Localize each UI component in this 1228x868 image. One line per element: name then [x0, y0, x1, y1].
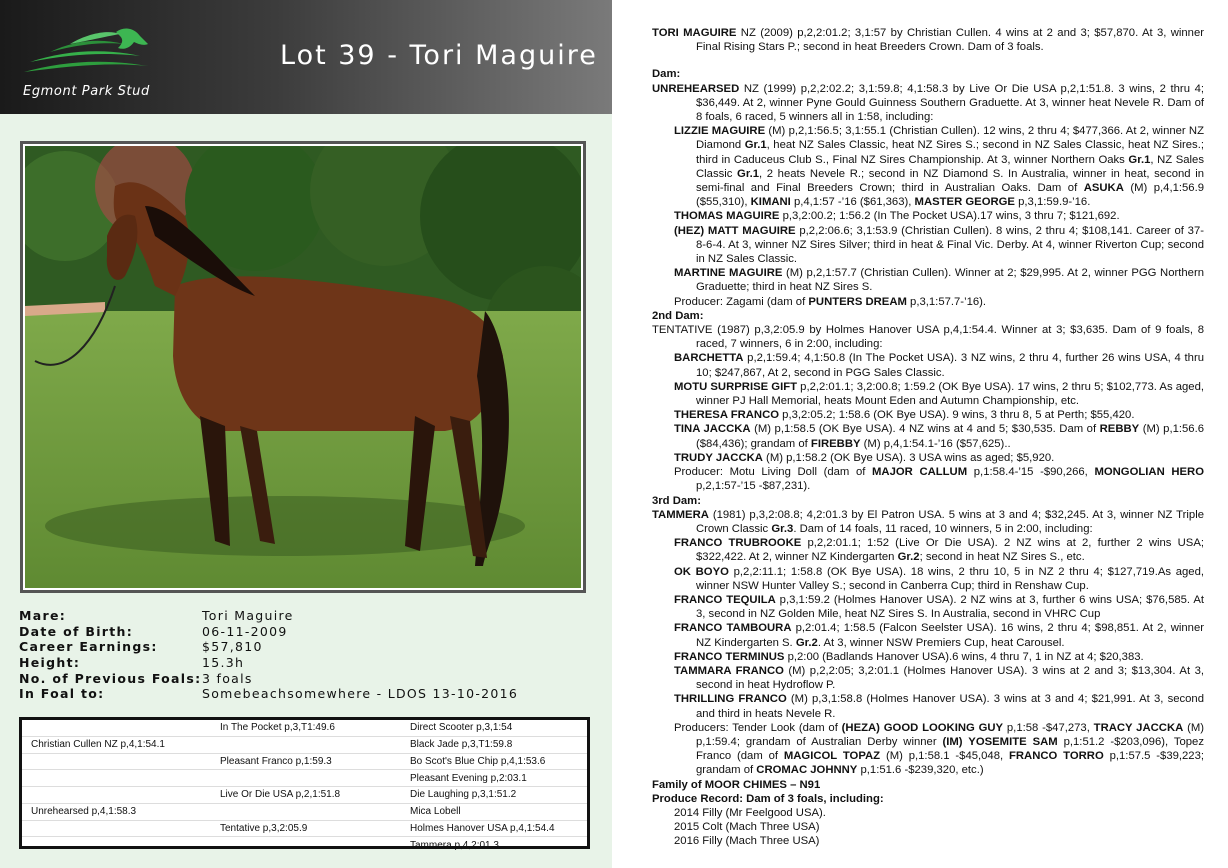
bold-text: Gr.2: [897, 551, 920, 564]
bold-text: TRACY JACCKA: [1093, 721, 1184, 734]
pedigree-cell: Direct Scooter p,3,1:54: [401, 720, 587, 736]
catalogue-paragraph: [652, 209, 1204, 223]
bold-text: TAMMERA: [652, 508, 709, 521]
text-run: p,3,1:57.7-’16).: [906, 295, 987, 308]
bold-text: BARCHETTA: [674, 352, 744, 365]
catalogue-paragraph: [652, 565, 1204, 593]
bold-text: (HEZ) MATT MAGUIRE: [674, 224, 796, 237]
pedigree-row: [22, 753, 587, 770]
text-run: NZ (2009) p,2,2:01.2; 3,1:57 by Christian Cullen. 4 wins at 2 and 3; $57,870. At 3, winner Final Rising Stars P.; second in heat Breeders Crown. Dam of 3 foals.: [696, 27, 1204, 54]
bold-text: MARTINE MAGUIRE: [674, 267, 783, 280]
catalogue-paragraph: [652, 451, 1204, 465]
text-run: , NZ Sales Classic: [696, 153, 1204, 180]
detail-label: Career Earnings:: [19, 639, 158, 655]
bold-text: PUNTERS DREAM: [808, 295, 907, 308]
catalogue-paragraph: [652, 664, 1204, 692]
detail-row: [19, 608, 599, 624]
bold-text: Dam:: [652, 68, 681, 81]
text-run: (M) p,2,1:56.5; 3,1:55.1 (Christian Cullen). 12 wins, 2 thru 4; $477,366. At 2, winner NZ Diamond: [696, 125, 1204, 152]
pedigree-cell: [22, 720, 211, 736]
catalogue-paragraph: [652, 295, 1204, 309]
catalogue-paragraph: [652, 408, 1204, 422]
text-run: . At 3, winner NSW Premiers Cup, heat Carousel.: [817, 636, 1065, 649]
bold-text: 3rd Dam:: [652, 494, 701, 507]
bold-text: ASUKA: [1083, 182, 1124, 195]
horse-photo: [20, 141, 586, 593]
mare-details: [19, 608, 599, 702]
horse-photo-image: [25, 146, 581, 588]
text-run: (M) p,1:58.2 (OK Bye USA). 3 USA wins as aged; $5,920.: [762, 451, 1055, 464]
text-run: 2016 Filly (Mach Three USA): [674, 835, 820, 848]
bold-text: Gr.1: [1128, 153, 1151, 166]
catalogue-paragraph: [652, 650, 1204, 664]
pedigree-cell: [211, 837, 401, 853]
text-run: p,1:51.2 -$203,096), Topez Franco (dam of: [696, 735, 1204, 763]
catalogue-paragraph: [652, 692, 1204, 720]
text-run: . Dam of 14 foals, 11 raced, 10 winners, 5 in 2:00, including:: [793, 522, 1093, 535]
bold-text: 2nd Dam:: [652, 309, 704, 322]
catalogue-paragraph: [652, 380, 1204, 408]
bold-text: FIREBBY: [810, 437, 861, 450]
detail-label: Date of Birth:: [19, 623, 134, 639]
bold-text: TRUDY JACCKA: [674, 451, 763, 464]
bold-text: MASTER GEORGE: [914, 196, 1015, 209]
text-run: (M) p,1:58.1 -$45,048,: [880, 750, 1009, 763]
detail-row: [19, 670, 599, 686]
bold-text: UNREHEARSED: [652, 82, 740, 95]
section-heading: [652, 67, 1204, 81]
catalogue-paragraph: [652, 124, 1204, 209]
bold-text: FRANCO TORRO: [1008, 750, 1104, 763]
text-run: ; second in heat NZ Sires S., etc.: [919, 551, 1085, 564]
text-run: p,1:57.5 -$39,223; grandam of: [696, 750, 1205, 777]
pedigree-cell: [22, 770, 211, 787]
catalogue-paragraph: [652, 26, 1204, 54]
text-run: p,2,2:06.6; 3,1:53.9 (Christian Cullen). 8 wins, 2 thru 4; $108,141. Career of 37-8-6-4. At 3, winner NZ Sires Silver; third in heat & Final Vic. Derby. At 4, winner Riverton Cup; second in NZ Sales Classic.: [696, 224, 1205, 266]
section-heading: [652, 778, 1204, 792]
text-run: (1981) p,3,2:08.8; 4,2:01.3 by El Patron USA. 5 wins at 3 and 4; $32,245. At 3, winner NZ Triple Crown Classic: [696, 508, 1204, 535]
pedigree-cell: Tentative p,3,2:05.9: [211, 820, 401, 837]
text-run: p,1:58 -$47,273,: [1003, 721, 1094, 734]
detail-label: Height:: [19, 655, 81, 671]
catalogue-paragraph: [652, 593, 1204, 621]
text-run: p,2,2:11.1; 1:58.8 (OK Bye USA). 18 wins, 2 thru 10, 5 in NZ 2 thru 4; $127,719.As aged, winner NSW Hunter Valley S.; second in Canberra Cup; third in Renshaw Cup.: [696, 565, 1204, 592]
detail-value: 3 foals: [202, 670, 253, 686]
pedigree-cell: Mica Lobell: [401, 803, 587, 820]
bold-text: TAMMARA FRANCO: [674, 664, 784, 677]
detail-value: $57,810: [202, 639, 263, 655]
bold-text: FRANCO TERMINUS: [674, 650, 785, 663]
catalogue-paragraph: [652, 422, 1204, 450]
bold-text: LIZZIE MAGUIRE: [674, 125, 766, 138]
catalogue-paragraph: [652, 266, 1204, 294]
pedigree-cell: [22, 820, 211, 837]
text-run: p,2,1:57-’15 -$87,231).: [696, 480, 811, 493]
text-run: p,3,2:00.2; 1:56.2 (In The Pocket USA).17 wins, 3 thru 7; $121,692.: [779, 210, 1120, 223]
bold-text: Produce Record: Dam of 3 foals, including:: [652, 792, 884, 805]
pedigree-cell: Tammera p,4,2:01.3: [410, 839, 499, 851]
catalogue-paragraph: [652, 536, 1204, 564]
catalogue-paragraph: [652, 820, 1204, 834]
pedigree-row: [22, 803, 587, 820]
bold-text: MONGOLIAN HERO: [1094, 466, 1204, 479]
bold-text: FRANCO TRUBROOKE: [674, 537, 802, 550]
header-bar: [0, 0, 612, 114]
text-run: , heat NZ Sales Classic, heat NZ Sires S.; second in NZ Sales Classic, heat NZ Sires.; third in Caduceus Club S., Final NZ Sires Championship. At 3, winner Northern Oaks: [696, 139, 1204, 166]
pedigree-cell: [22, 787, 211, 804]
pedigree-cell: In The Pocket p,3,T1:49.6: [211, 720, 401, 736]
detail-value: Tori Maguire: [202, 608, 294, 624]
lot-title: Lot 39 - Tori Maguire: [280, 40, 598, 71]
bold-text: TORI MAGUIRE: [652, 27, 737, 39]
pedigree-cell: Black Jade p,3,T1:59.8: [401, 736, 587, 753]
pedigree-cell: Pleasant Franco p,1:59.3: [211, 753, 401, 770]
bold-text: Gr.3: [771, 522, 794, 535]
pedigree-cell: [22, 753, 211, 770]
text-run: (M) p,3,1:58.8 (Holmes Hanover USA). 3 wins at 3 and 4; $21,991. At 3, second and third in heats Nevele R.: [696, 693, 1204, 720]
pedigree-table: [19, 717, 590, 849]
catalogue-paragraph: [652, 834, 1204, 848]
catalogue-paragraph: [652, 323, 1204, 351]
text-run: p,4,1:57 -’16 ($61,363),: [790, 196, 915, 209]
pedigree-cell: Live Or Die USA p,2,1:51.8: [211, 787, 401, 804]
text-run: p,3,1:59.9-’16.: [1014, 196, 1091, 209]
detail-row: [19, 686, 599, 702]
bold-text: (HEZA) GOOD LOOKING GUY: [841, 721, 1004, 734]
bold-text: FRANCO TEQUILA: [674, 593, 776, 606]
pedigree-cell: Die Laughing p,3,1:51.2: [401, 787, 587, 804]
text-run: NZ (1999) p,2,2:02.2; 3,1:59.8; 4,1:58.3 by Live Or Die USA p,2,1:51.8. 3 wins, 2 thru 4; $36,449. At 2, winner Pyne Gould Guinness Southern Graduette. At 3, winner heat Nevele R. Dam of 8 foals, 6 raced, 5 winners all in 1:58, including:: [696, 82, 1204, 124]
catalogue-paragraph: [652, 508, 1204, 536]
bold-text: MOTU SURPRISE GIFT: [674, 380, 798, 393]
pedigree-row: [22, 820, 587, 837]
pedigree-cell: Bo Scot's Blue Chip p,4,1:53.6: [401, 753, 587, 770]
pedigree-cell: [22, 837, 211, 853]
pedigree-row: [22, 720, 587, 736]
text-run: p,2,2:01.1; 3,2:00.8; 1:59.2 (OK Bye USA). 17 wins, 2 thru 5; $102,773. As aged, winner PJ Hall Memorial, heats Mount Eden and Autumn Championship, etc.: [696, 380, 1205, 408]
bold-text: MAJOR CALLUM: [872, 466, 968, 479]
catalogue-paragraph: [652, 806, 1204, 820]
pedigree-row: [22, 736, 587, 753]
text-run: (M) p,1:59.4; grandam of Australian Derby winner: [696, 721, 1205, 748]
pedigree-cell: Christian Cullen NZ p,4,1:54.1: [22, 736, 211, 753]
text-run: p,1:58.4-’15 -$90,266,: [967, 466, 1095, 479]
pedigree-row: [22, 770, 587, 787]
detail-label: Mare:: [19, 608, 67, 624]
text-run: p,2:01.4; 1:58.5 (Falcon Seelster USA). 16 wins, 2 thru 4; $98,851. At 2, winner NZ Kindergarten S.: [696, 622, 1204, 649]
text-run: p,2:00 (Badlands Hanover USA).6 wins, 4 thru 7, 1 in NZ at 4; $20,383.: [784, 650, 1144, 663]
pedigree-row: [22, 837, 587, 853]
bold-text: MAGICOL TOPAZ: [783, 750, 881, 763]
bold-text: Family of MOOR CHIMES – N91: [652, 778, 821, 791]
bold-text: KIMANI: [750, 196, 791, 209]
bold-text: Gr.1: [744, 139, 767, 152]
catalogue-paragraph: [652, 82, 1204, 125]
text-run: Producer: Motu Living Doll (dam of: [674, 466, 873, 479]
detail-row: [19, 655, 599, 671]
pedigree-row: [22, 787, 587, 804]
bold-text: Gr.1: [737, 167, 760, 180]
section-heading: [652, 792, 1204, 806]
pedigree-cell: [211, 770, 401, 787]
text-run: Producer: Zagami (dam of: [674, 295, 809, 308]
text-run: Producers: Tender Look (dam of: [674, 721, 842, 734]
text-run: (M) p,1:56.6 ($84,436); grandam of: [696, 423, 1204, 450]
pedigree-cell: Holmes Hanover USA p,4,1:54.4: [401, 820, 587, 837]
bold-text: (IM) YOSEMITE SAM: [942, 735, 1058, 748]
text-run: (M) p,4,1:54.1-’16 ($57,625)..: [860, 437, 1011, 450]
brand-name: Egmont Park Stud: [23, 84, 150, 99]
left-panel: [0, 0, 612, 868]
detail-value: Somebeachsomewhere - LDOS 13-10-2016: [202, 686, 519, 702]
text-run: (M) p,1:58.5 (OK Bye USA). 4 NZ wins at 4 and 5; $30,535. Dam of: [750, 423, 1100, 436]
bold-text: FRANCO TAMBOURA: [674, 622, 792, 635]
pedigree-cell: [211, 803, 401, 820]
bold-text: THOMAS MAGUIRE: [674, 210, 780, 223]
text-run: p,3,1:59.2 (Holmes Hanover USA). 2 NZ wins at 3, further 6 wins USA; $76,585. At 3, second in NZ Golden Mile, heat NZ Sires S. In Australia, second in VHRC Cup: [696, 593, 1204, 621]
text-run: p,3,2:05.2; 1:58.6 (OK Bye USA). 9 wins, 3 thru 8, 5 at Perth; $55,420.: [779, 409, 1135, 422]
bold-text: Gr.2: [795, 636, 818, 649]
horse-logo-icon: [20, 22, 160, 82]
text-run: 2014 Filly (Mr Feelgood USA).: [674, 806, 826, 819]
text-run: (M) p,4,1:56.9 ($55,310),: [696, 182, 1204, 209]
detail-row: [19, 624, 599, 640]
detail-label: No. of Previous Foals:: [19, 670, 202, 686]
bold-text: REBBY: [1099, 423, 1140, 436]
detail-row: [19, 639, 599, 655]
bold-text: TINA JACCKA: [674, 423, 751, 436]
catalogue-paragraph: [652, 721, 1204, 778]
bold-text: OK BOYO: [674, 565, 729, 578]
text-run: p,2,2:01.1; 1:52 (Live Or Die USA). 2 NZ wins at 2, further 2 wins USA; $322,422. At 2, winner NZ Kindergarten: [696, 537, 1204, 564]
bold-text: THRILLING FRANCO: [674, 693, 787, 706]
pedigree-cell: [211, 736, 401, 753]
detail-label: In Foal to:: [19, 686, 105, 702]
pedigree-cell: Pleasant Evening p,2:03.1: [401, 770, 587, 787]
detail-value: 06-11-2009: [202, 623, 288, 639]
text-run: p,1:51.6 -$239,320, etc.): [857, 764, 984, 777]
bold-text: CROMAC JOHNNY: [756, 764, 858, 777]
catalogue-paragraph: [652, 465, 1204, 493]
text-run: (M) p,2,2:05; 3,2:01.1 (Holmes Hanover USA). 3 wins at 2 and 3; $13,304. At 3, second in heat Hydroflow P.: [696, 664, 1205, 692]
text-run: , 2 heats Nevele R.; second in NZ Diamond S. In Australia, winner in heat, second in semi-final and Final Breeders Crown; third in Australian Oaks. Dam of: [696, 167, 1204, 195]
catalogue-paragraph: [652, 351, 1204, 379]
pedigree-cell: Unrehearsed p,4,1:58.3: [22, 803, 211, 820]
text-run: p,2,1:59.4; 4,1:50.8 (In The Pocket USA). 3 NZ wins, 2 thru 4, further 26 wins USA, 4 thru 10; $247,867, At 2, second in PGG Sales Classic.: [696, 352, 1204, 379]
catalogue-paragraph: [652, 224, 1204, 267]
catalogue-paragraph: [652, 621, 1204, 649]
bold-text: THERESA FRANCO: [674, 409, 780, 422]
detail-value: 15.3h: [202, 655, 245, 671]
catalogue-page: [652, 26, 1204, 849]
text-run: (M) p,2,1:57.7 (Christian Cullen). Winner at 2; $29,995. At 2, winner PGG Northern Graduette; third in heat NZ Sires S.: [696, 267, 1204, 294]
section-heading: [652, 494, 1204, 508]
spacer: [652, 54, 1204, 67]
section-heading: [652, 309, 1204, 323]
text-run: TENTATIVE (1987) p,3,2:05.9 by Holmes Hanover USA p,4,1:54.4. Winner at 3; $3,635. Dam of 9 foals, 8 raced, 7 winners, 6 in 2:00, including:: [652, 324, 1204, 351]
text-run: 2015 Colt (Mach Three USA): [674, 821, 820, 834]
